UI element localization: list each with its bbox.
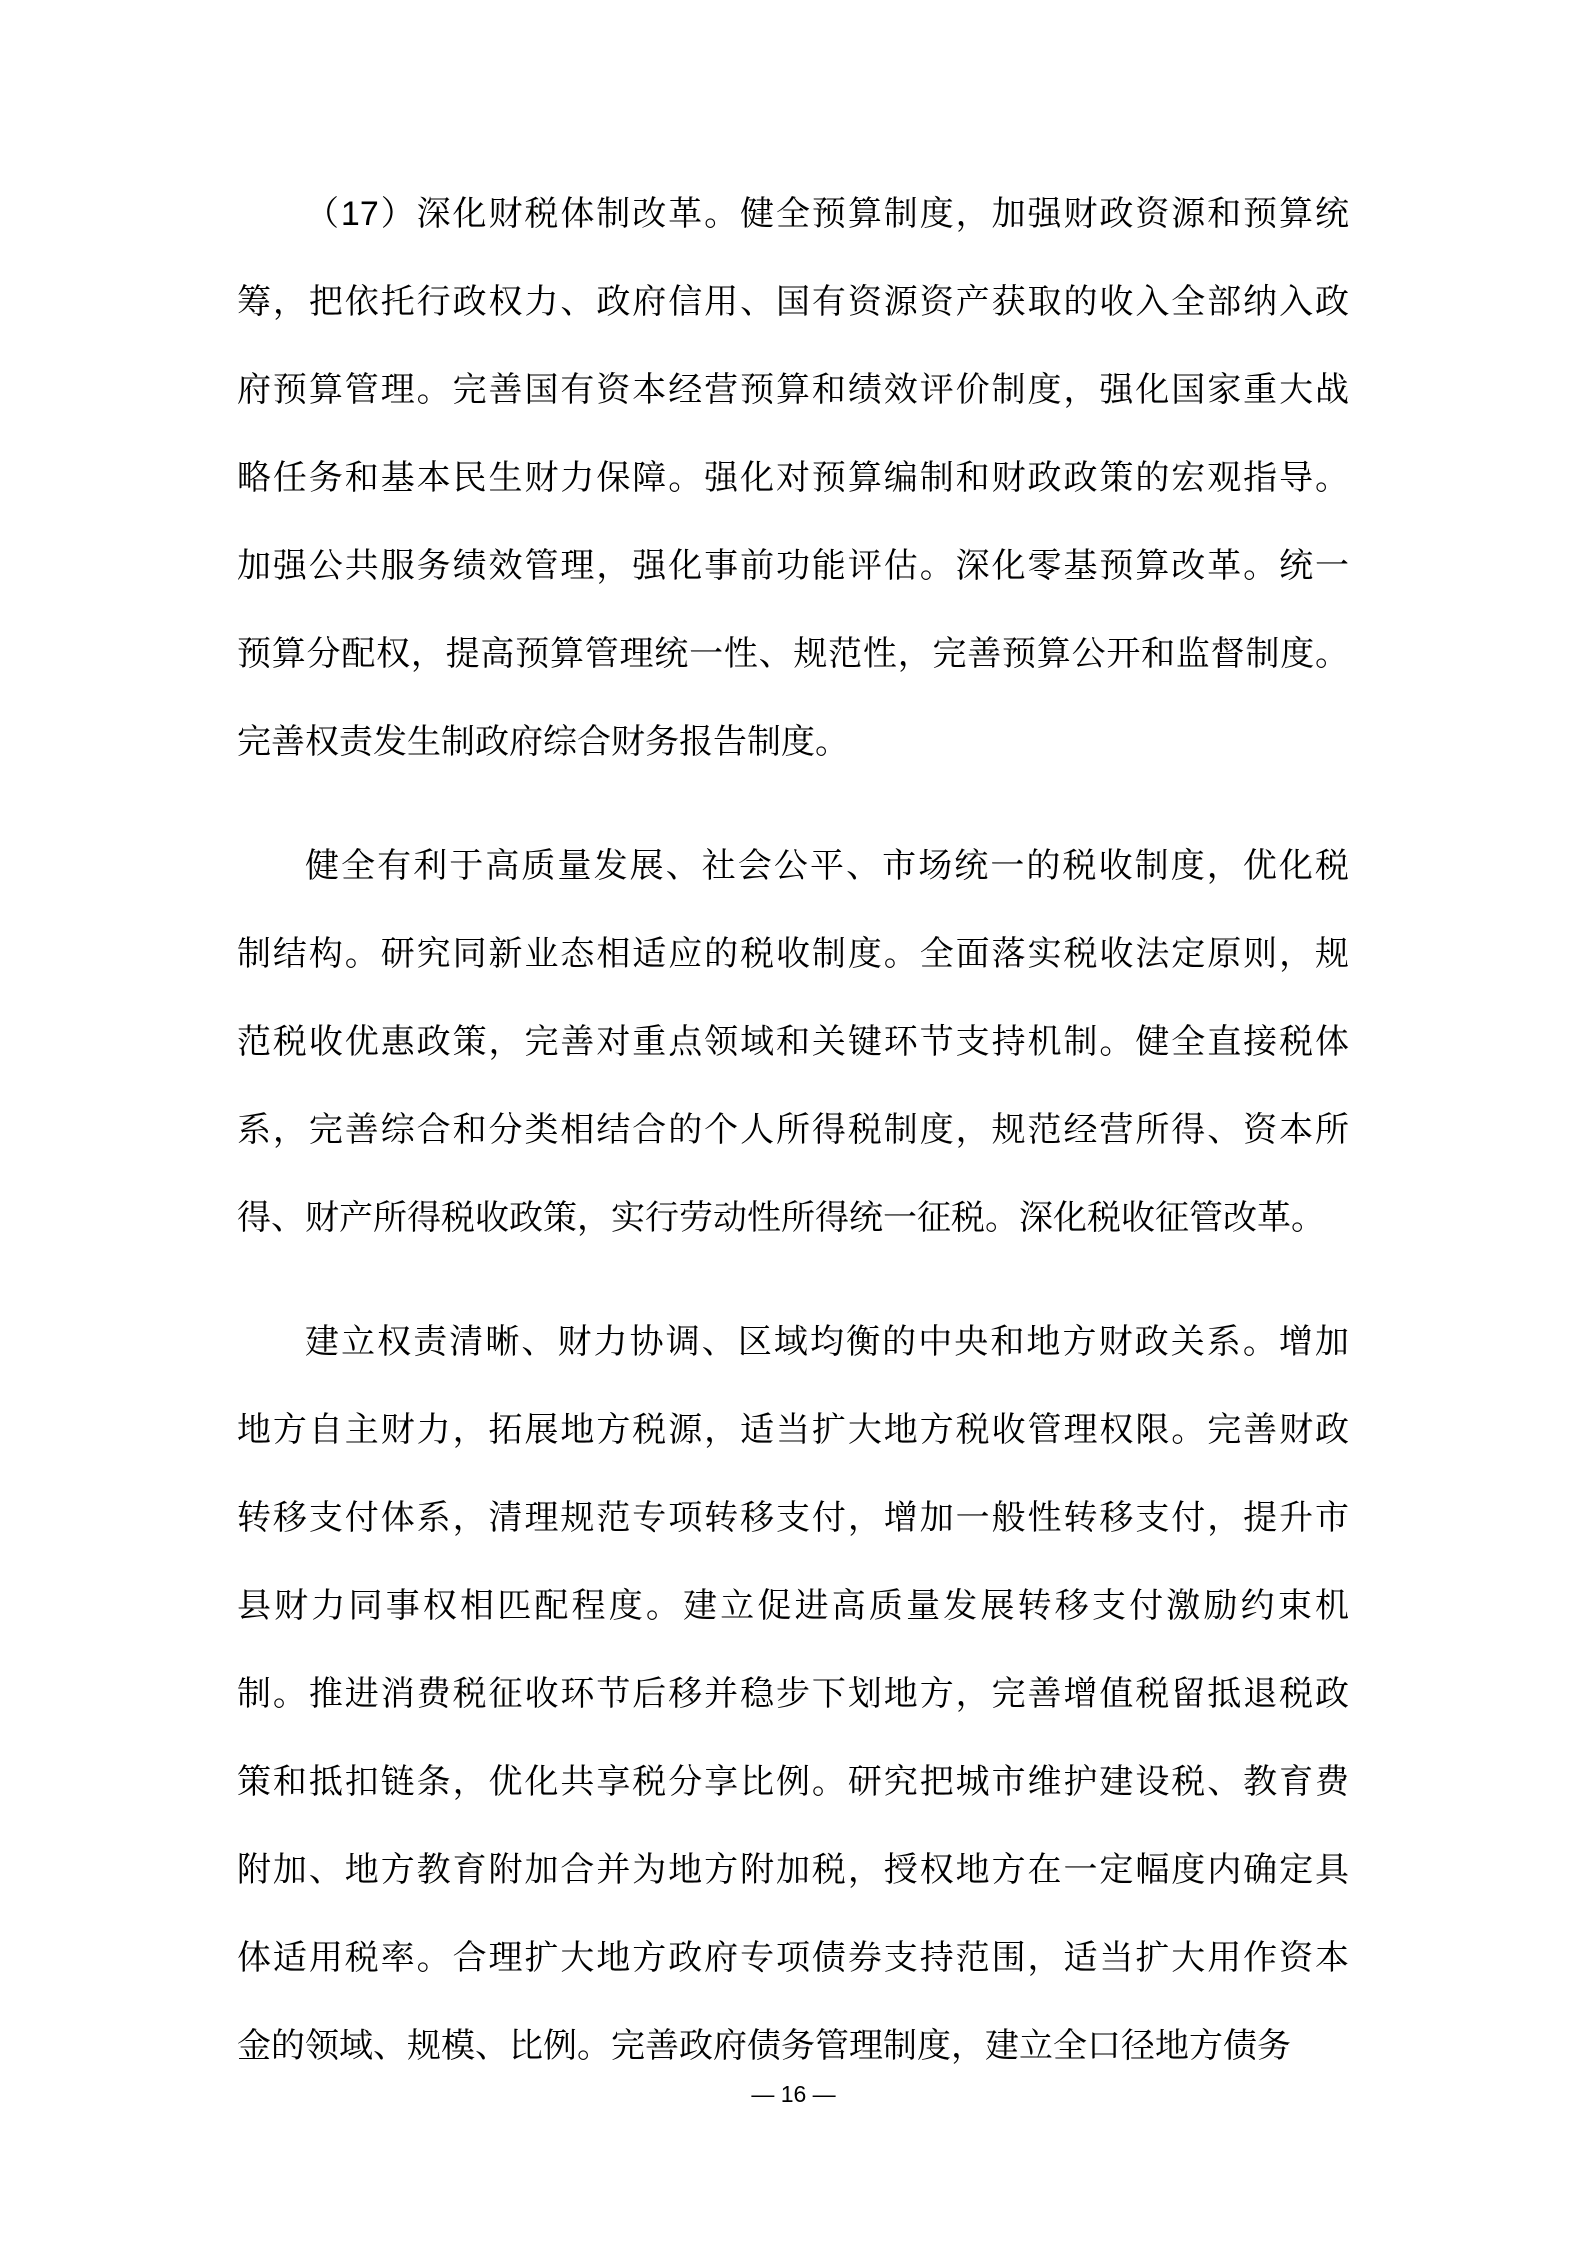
paragraph bbox=[237, 170, 1349, 786]
text-line: 体适用税率。合理扩大地方政府专项债券支持范围，适当扩大用作资本 bbox=[237, 1939, 1349, 1977]
text-line: 制结构。研究同新业态相适应的税收制度。全面落实税收法定原则，规 bbox=[237, 935, 1349, 973]
text-line: 略任务和基本民生财力保障。强化对预算编制和财政政策的宏观指导。 bbox=[237, 459, 1349, 497]
paragraph bbox=[237, 1298, 1349, 2090]
text-line: 策和抵扣链条，优化共享税分享比例。研究把城市维护建设税、教育费 bbox=[237, 1763, 1349, 1801]
page-number: — 16 — bbox=[751, 2081, 836, 2107]
text-line: 筹，把依托行政权力、政府信用、国有资源资产获取的收入全部纳入政 bbox=[237, 283, 1349, 321]
text-line: 府预算管理。完善国有资本经营预算和绩效评价制度，强化国家重大战 bbox=[237, 371, 1349, 409]
paragraph bbox=[237, 822, 1349, 1262]
text-line: 范税收优惠政策，完善对重点领域和关键环节支持机制。健全直接税体 bbox=[237, 1023, 1349, 1061]
text-line: 建立权责清晰、财力协调、区域均衡的中央和地方财政关系。增加 bbox=[305, 1323, 1349, 1361]
text-line: 附加、地方教育附加合并为地方附加税，授权地方在一定幅度内确定具 bbox=[237, 1851, 1349, 1889]
text-line: 完善权责发生制政府综合财务报告制度。 bbox=[237, 723, 849, 761]
text-line: （17）深化财税体制改革。健全预算制度，加强财政资源和预算统 bbox=[305, 195, 1349, 233]
text-line: 预算分配权，提高预算管理统一性、规范性，完善预算公开和监督制度。 bbox=[237, 635, 1349, 673]
text-line: 转移支付体系，清理规范专项转移支付，增加一般性转移支付，提升市 bbox=[237, 1499, 1349, 1537]
text-line: 得、财产所得税收政策，实行劳动性所得统一征税。深化税收征管改革。 bbox=[237, 1199, 1325, 1237]
text-line: 县财力同事权相匹配程度。建立促进高质量发展转移支付激励约束机 bbox=[237, 1587, 1349, 1625]
text-line: 健全有利于高质量发展、社会公平、市场统一的税收制度，优化税 bbox=[305, 847, 1349, 885]
text-line: 金的领域、规模、比例。完善政府债务管理制度，建立全口径地方债务 bbox=[237, 2027, 1291, 2065]
text-line: 地方自主财力，拓展地方税源，适当扩大地方税收管理权限。完善财政 bbox=[237, 1411, 1349, 1449]
text-line: 制。推进消费税征收环节后移并稳步下划地方，完善增值税留抵退税政 bbox=[237, 1675, 1349, 1713]
text-line: 加强公共服务绩效管理，强化事前功能评估。深化零基预算改革。统一 bbox=[237, 547, 1349, 585]
document-body bbox=[237, 170, 1349, 2090]
text-line: 系，完善综合和分类相结合的个人所得税制度，规范经营所得、资本所 bbox=[237, 1111, 1349, 1149]
